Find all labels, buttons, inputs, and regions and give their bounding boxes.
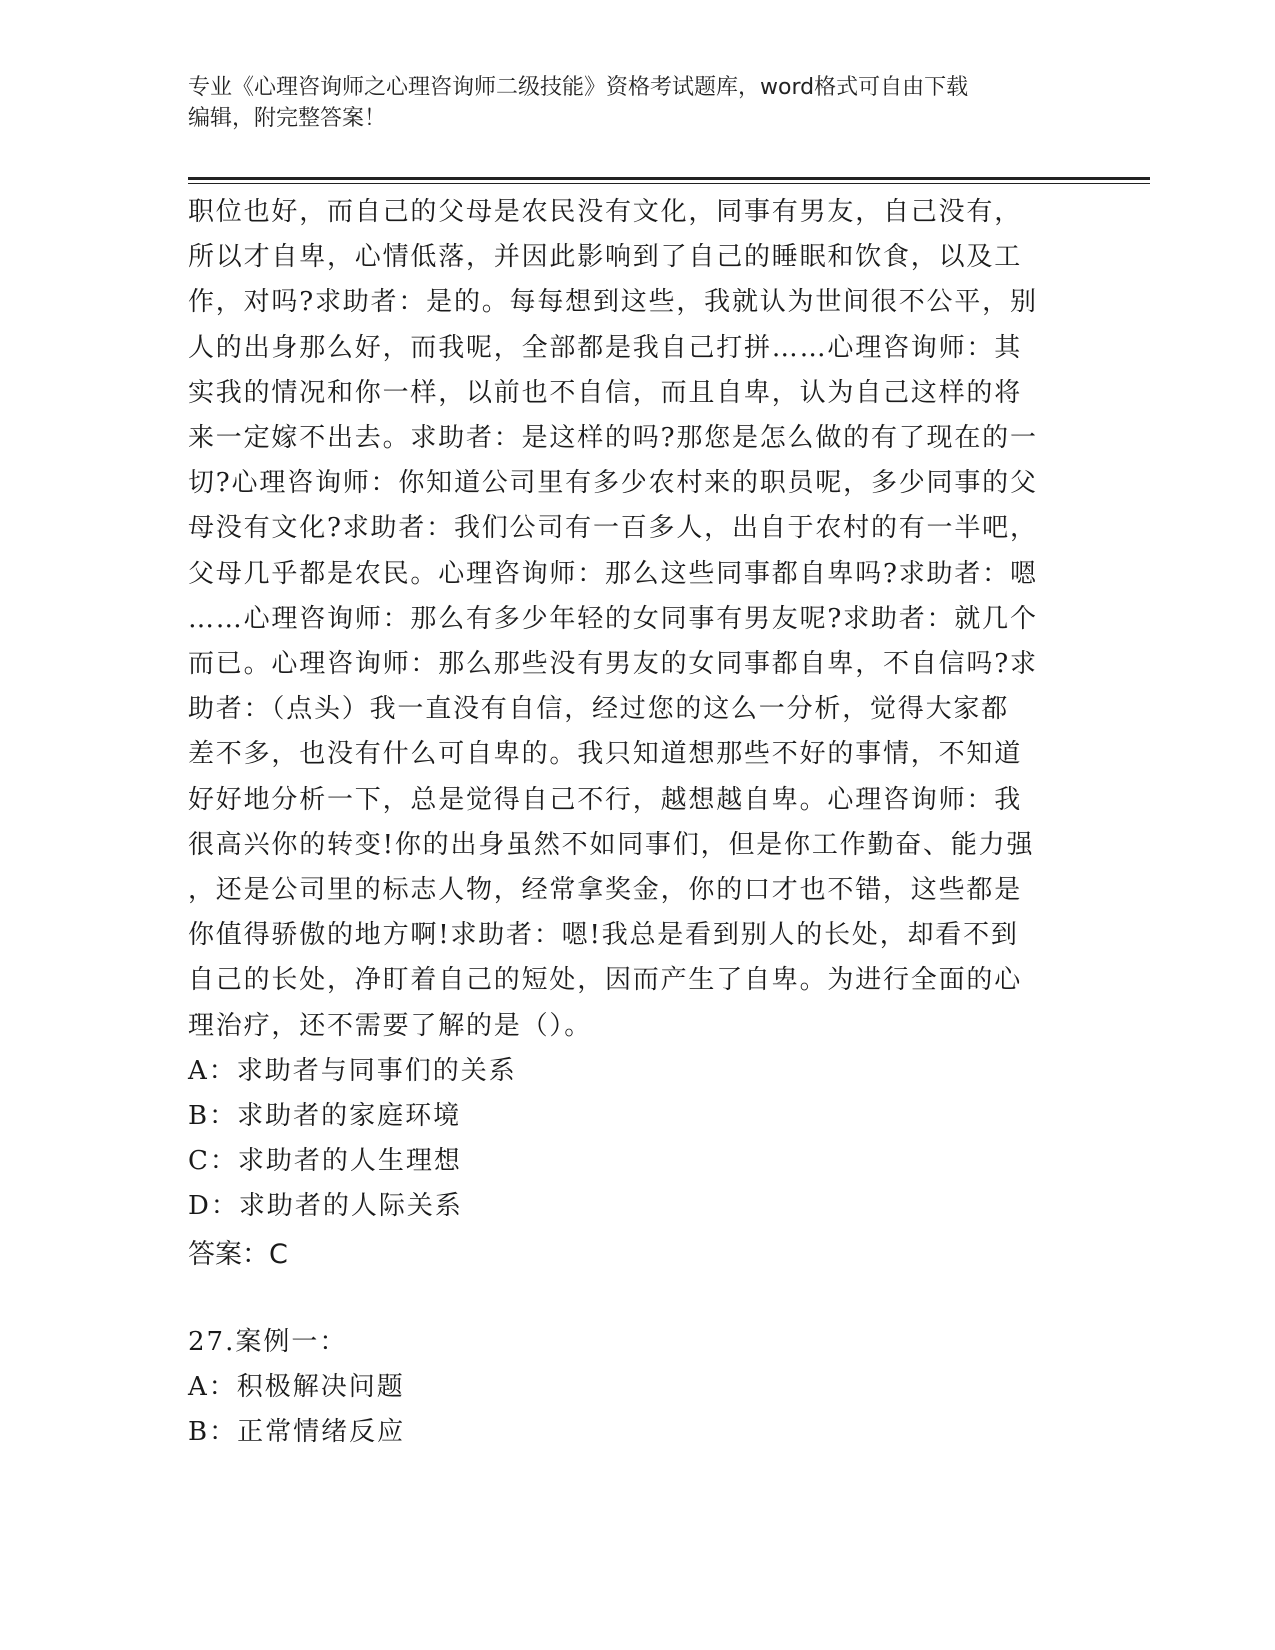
- passage-line: 人的出身那么好，而我呢，全部都是我自己打拼……心理咨询师：其: [188, 332, 1023, 363]
- option-b: B：求助者的家庭环境: [188, 1101, 462, 1132]
- passage-line: 父母几乎都是农民。心理咨询师：那么这些同事都自卑吗?求助者：嗯: [188, 558, 1038, 589]
- passage-line: ……心理咨询师：那么有多少年轻的女同事有男友呢?求助者：就几个: [188, 603, 1038, 634]
- passage-line: 职位也好，而自己的父母是农民没有文化，同事有男友，自己没有，: [188, 197, 1023, 227]
- header-line-1: 专业《心理咨询师之心理咨询师二级技能》资格考试题库，word格式可自由下载: [188, 75, 969, 100]
- passage-line: 而已。心理咨询师：那么那些没有男友的女同事都自卑，不自信吗?求: [188, 649, 1038, 680]
- header-line-2: 编辑，附完整答案！: [188, 106, 387, 131]
- option-c: C：求助者的人生理想: [188, 1146, 462, 1177]
- option-a: A：积极解决问题: [188, 1371, 405, 1402]
- answer-key: 答案：C: [188, 1238, 288, 1270]
- option-b: B：正常情绪反应: [188, 1417, 406, 1448]
- passage-line: 理治疗，还不需要了解的是（）。: [188, 1010, 593, 1041]
- option-a: A：求助者与同事们的关系: [188, 1055, 517, 1086]
- passage-line: 助者：（点头）我一直没有自信，经过您的这么一分析，觉得大家都: [188, 694, 1010, 725]
- page-header: [188, 72, 1088, 134]
- passage-line: 所以才自卑，心情低落，并因此影响到了自己的睡眠和饮食，以及工: [188, 242, 1023, 273]
- passage-line: 差不多，也没有什么可自卑的。我只知道想那些不好的事情，不知道: [188, 739, 1023, 770]
- passage-line: 实我的情况和你一样，以前也不自信，而且自卑，认为自己这样的将: [188, 377, 1023, 408]
- passage-line: 母没有文化?求助者：我们公司有一百多人，出自于农村的有一半吧，: [188, 513, 1038, 544]
- question-26: [188, 190, 1088, 1277]
- question-title: 27.案例一：: [188, 1326, 348, 1357]
- option-d: D：求助者的人际关系: [188, 1191, 463, 1222]
- header-divider-thick: [188, 177, 1150, 180]
- passage-line: 好好地分析一下，总是觉得自己不行，越想越自卑。心理咨询师：我: [188, 784, 1023, 815]
- header-divider-thin: [188, 183, 1150, 184]
- document-body: [188, 190, 1088, 1455]
- passage-line: 自己的长处，净盯着自己的短处，因而产生了自卑。为进行全面的心: [188, 965, 1023, 996]
- question-passage: [188, 190, 1088, 1049]
- passage-line: 作，对吗?求助者：是的。每每想到这些，我就认为世间很不公平，别: [188, 287, 1038, 318]
- passage-line: 来一定嫁不出去。求助者：是这样的吗?那您是怎么做的有了现在的一: [188, 423, 1038, 454]
- passage-line: 切?心理咨询师：你知道公司里有多少农村来的职员呢，多少同事的父: [188, 468, 1038, 499]
- passage-line: 你值得骄傲的地方啊!求助者：嗯!我总是看到别人的长处，却看不到: [188, 920, 1019, 951]
- passage-line: ，还是公司里的标志人物，经常拿奖金，你的口才也不错，这些都是: [188, 875, 1023, 906]
- passage-line: 很高兴你的转变!你的出身虽然不如同事们，但是你工作勤奋、能力强: [188, 829, 1035, 860]
- question-27: [188, 1320, 1088, 1456]
